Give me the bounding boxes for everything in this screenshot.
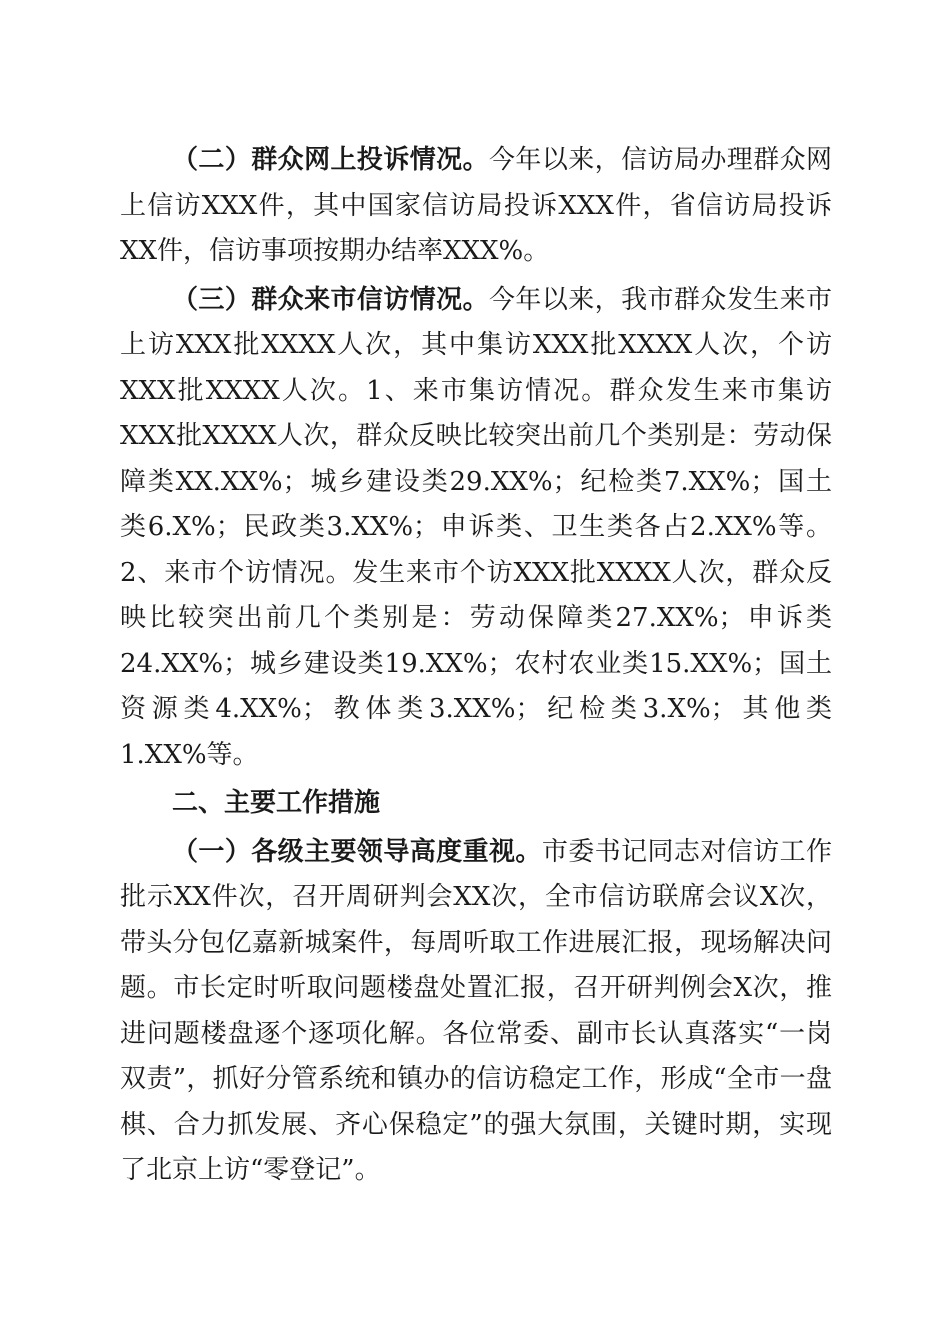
- paragraph-leadership: [120, 830, 832, 1194]
- paragraph-body: 今年以来，信访局办理群众网上信访XXX件，其中国家信访局投诉XXX件，省信访局投诉XX件，信访事项按期办结率XXX%。: [120, 145, 832, 266]
- document-page: [120, 138, 832, 1194]
- paragraph-body: 市委书记同志对信访工作批示XX件次，召开周研判会XX次，全市信访联席会议X次，带头分包亿嘉新城案件，每周听取工作进展汇报，现场解决问题。市长定时听取问题楼盘处置汇报，召开研判例会X次，推进问题楼盘逐个逐项化解。各位常委、副市长认真落实“一岗双责”，抓好分管系统和镇办的信访稳定工作，形成“全市一盘棋、合力抓发展、齐心保稳定”的强大氛围，关键时期，实现了北京上访“零登记”。: [120, 836, 832, 1185]
- section-heading: 二、主要工作措施: [172, 788, 381, 818]
- paragraph-lead: （二）群众网上投诉情况。: [172, 145, 489, 175]
- paragraph-lead: （三）群众来市信访情况。: [172, 284, 489, 315]
- paragraph-lead: （一）各级主要领导高度重视。: [172, 836, 542, 867]
- paragraph-city-petitions: [120, 278, 832, 779]
- paragraph-online-complaints: [120, 138, 832, 275]
- paragraph-body: 今年以来，我市群众发生来市上访XXX批XXXX人次，其中集访XXX批XXXX人次，个访XXX批XXXX人次。1、来市集访情况。群众发生来市集访XXX批XXXX人次，群众反映比较突出前几个类别是：劳动保障类XX.XX%；城乡建设类29.XX%；纪检类7.XX%；国土类6.X%；民政类3.XX%；申诉类、卫生类各占2.XX%等。2、来市个访情况。发生来市个访XXX批XXXX人次，群众反映比较突出前几个类别是：劳动保障类27.XX%；申诉类24.XX%；城乡建设类19.XX%；农村农业类15.XX%；国土资源类4.XX%；教体类3.XX%；纪检类3.X%；其他类1.XX%等。: [120, 284, 832, 770]
